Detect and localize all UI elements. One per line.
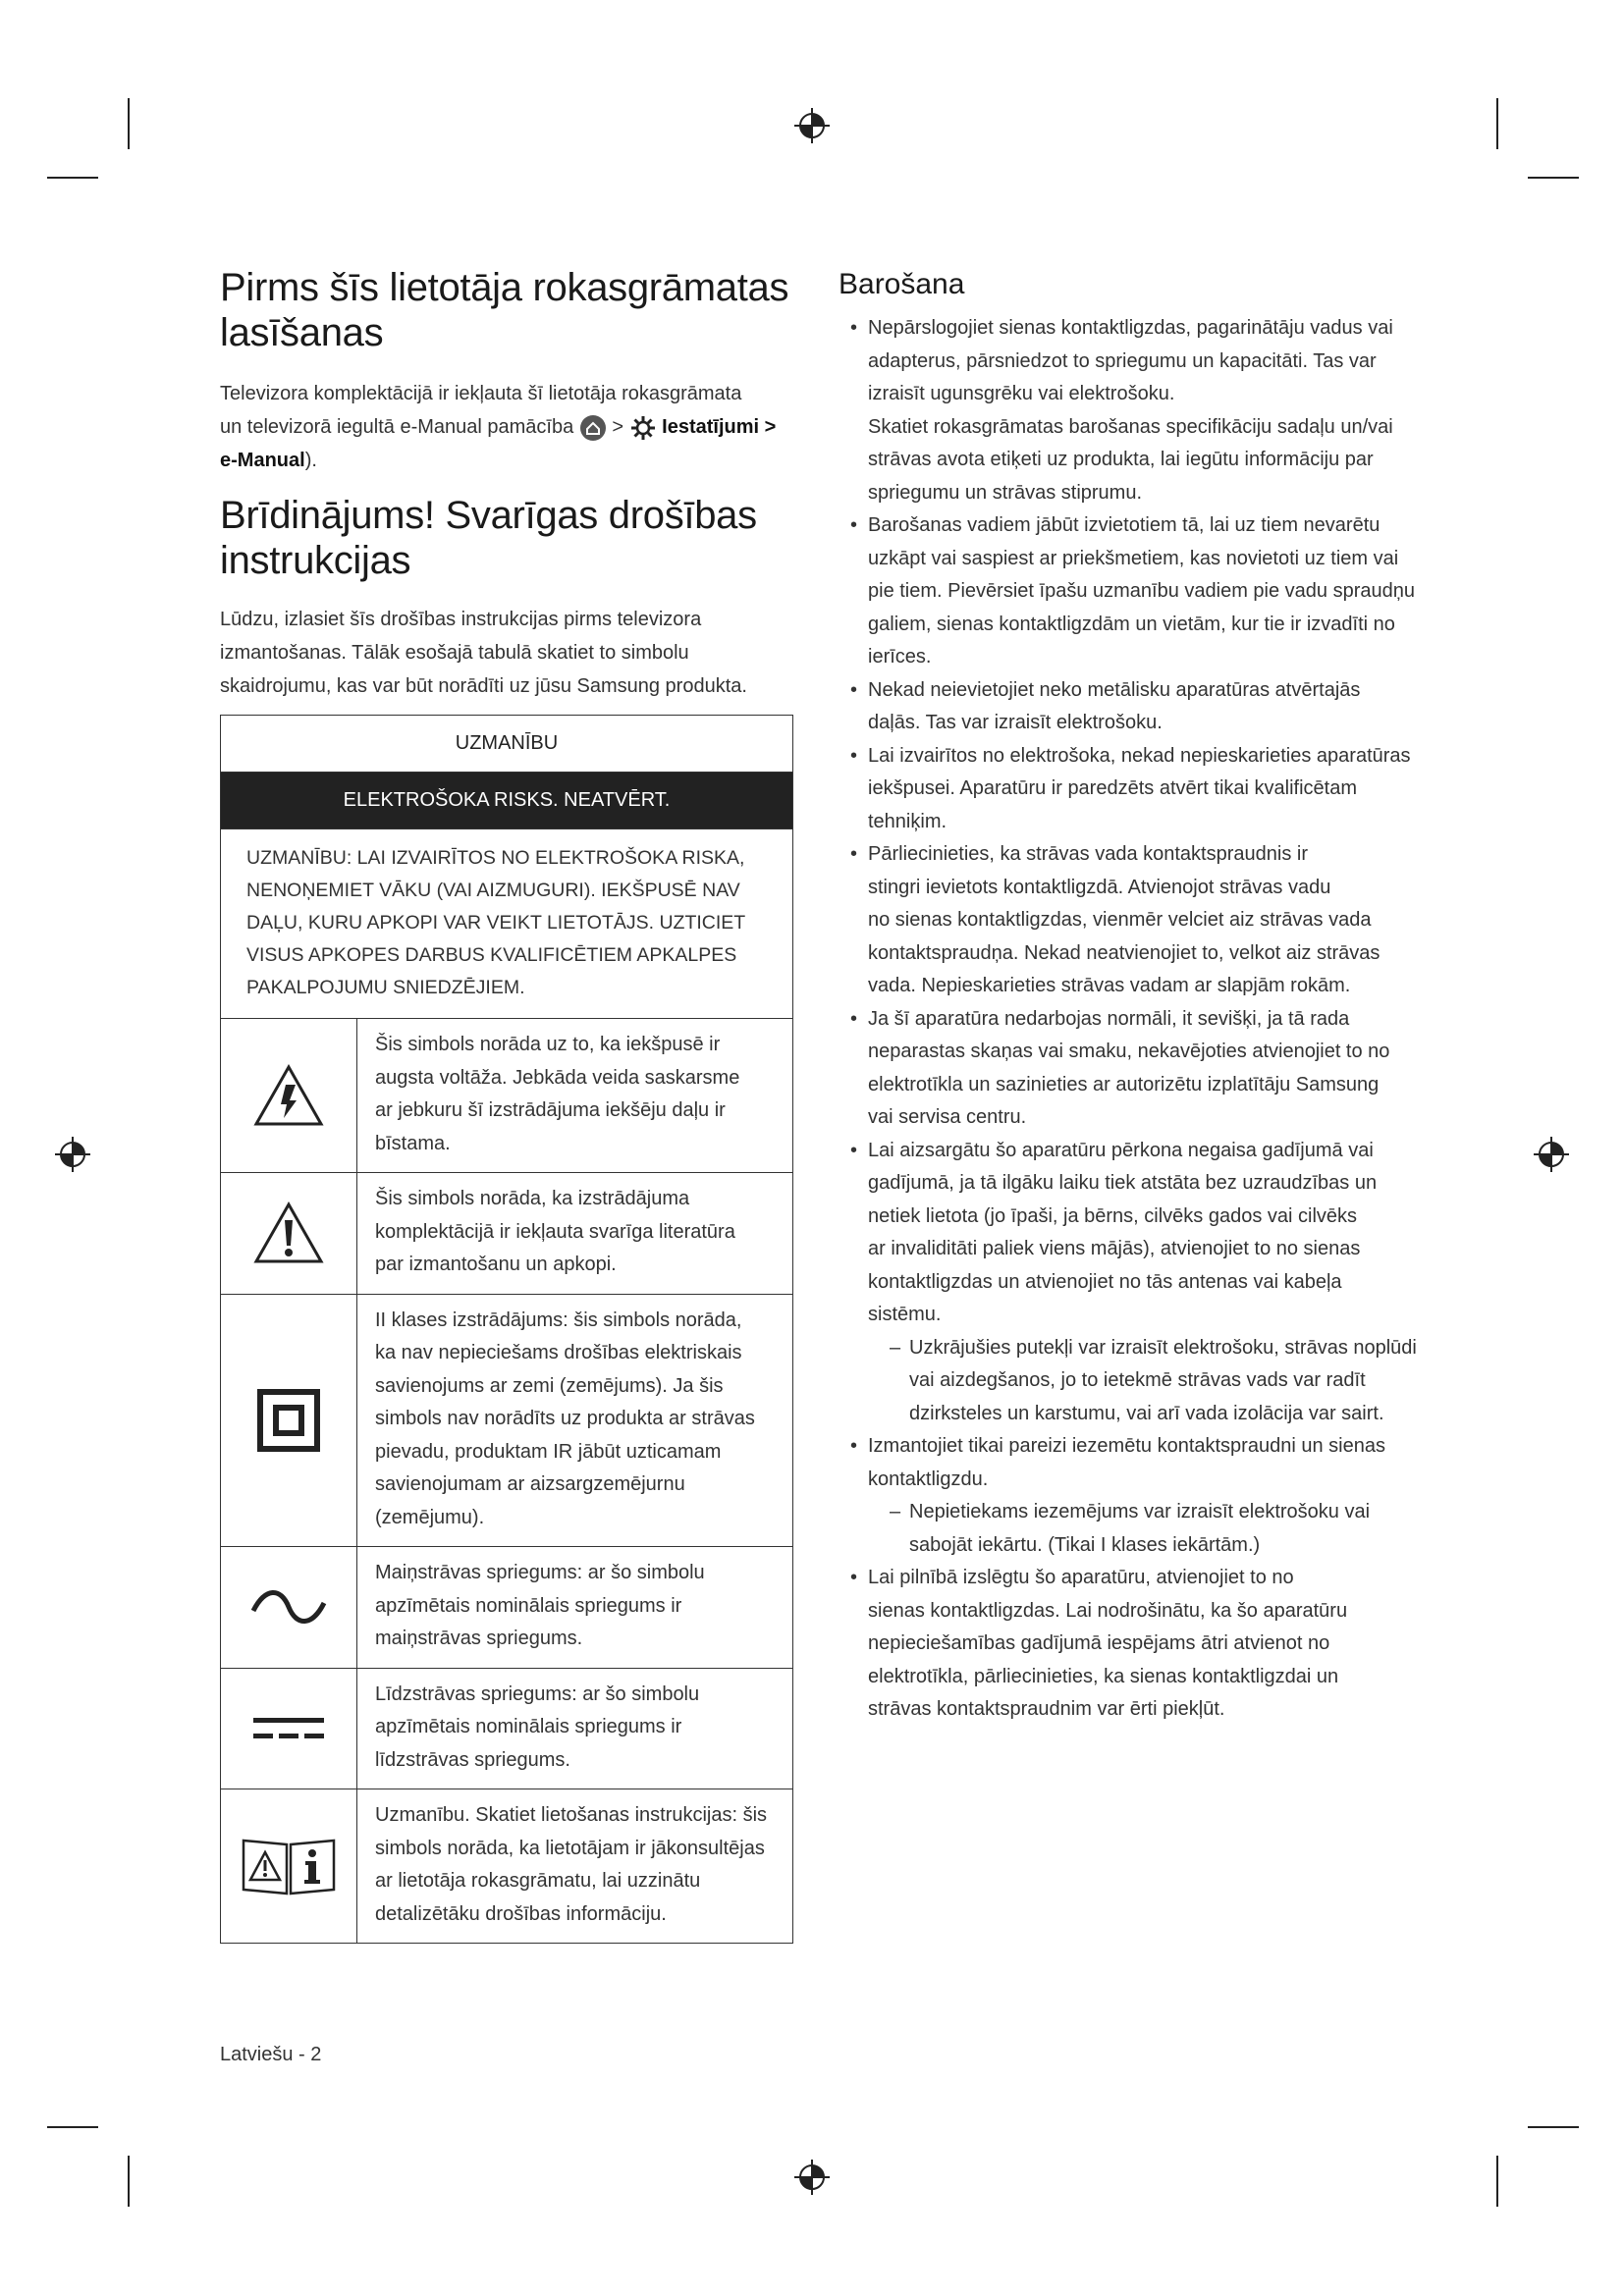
ac-voltage-icon: [249, 1587, 328, 1627]
list-item-text: nepieciešamības gadījumā iespējams ātri atvienot no: [868, 1632, 1330, 1654]
list-item-text: vada. Nepieskarieties strāvas vadam ar slapjām rokām.: [868, 975, 1351, 996]
power-bullet-list: [839, 312, 1428, 1727]
list-item-text: Nepietiekams iezemējums var izraisīt elektrošoku vai: [909, 1501, 1371, 1522]
intro-paragraph: Televizora komplektācijā ir iekļauta šī lietotāja rokasgrāmata un televizorā iegultā e-Manual pamācība > Iestatījumi > e-Manual).: [220, 383, 777, 471]
sub-item: – Uzkrājušies putekļi var izraisīt elektrošoku, strāvas noplūdi vai aizdegšanos, jo to ietekmē strāvas vads var radīt dzirksteles un karstumu, vai arī vada izolācija var sairt.: [890, 1336, 1417, 1424]
list-item: • Nepārslogojiet sienas kontaktligzdas, pagarinātāju vadus vai adapterus, pārsniedzot to spriegumu un kapacitāti. Tas var izraisīt ugunsgrēku vai elektrošoku. Skatiet rokasgrāmatas barošanas specifikāciju sadaļu un/vai strāvas avota etiķeti uz produkta, lai iegūtu informāciju par spriegumu un strāvas stiprumu.: [850, 317, 1393, 504]
list-item-text: ierīces.: [868, 646, 932, 667]
registration-mark-icon: [53, 1135, 92, 1174]
list-item-text: tehniķim.: [868, 810, 947, 832]
page-number: Latviešu - 2: [220, 2044, 322, 2065]
sub-item: – Nepietiekams iezemējums var izraisīt elektrošoku vai sabojāt iekārtu. (Tikai I klases iekārtām.): [890, 1501, 1371, 1556]
registration-mark-icon: [792, 2158, 832, 2197]
list-item-text: Pārliecinieties, ka strāvas vada kontaktspraudnis ir: [868, 843, 1308, 865]
list-item-text: izraisīt ugunsgrēku vai elektrošoku.: [868, 383, 1175, 404]
list-item-text: Izmantojiet tikai pareizi iezemētu kontaktspraudni un sienas: [868, 1435, 1385, 1457]
list-item-text: Lai aizsargātu šo aparatūru pērkona negaisa gadījumā vai: [868, 1139, 1374, 1161]
symbol-row: [221, 1789, 792, 1943]
registration-mark-icon: [1532, 1135, 1571, 1174]
crop-mark-top-right: [1496, 98, 1498, 149]
list-item-text: elektrotīkla, pārliecinieties, ka sienas kontaktligzdai un: [868, 1665, 1339, 1687]
manual-caution-icon: [241, 1835, 337, 1897]
list-item: • Nekad neievietojiet neko metālisku aparatūras atvērtajās daļās. Tas var izraisīt elektrošoku.: [850, 678, 1361, 733]
list-item-text: kontaktligzdas un atvienojiet no tās antenas vai kabeļa: [868, 1270, 1342, 1293]
gear-icon: [629, 414, 657, 442]
list-item-text: kontaktspraudņa. Nekad neatvienojiet to, velkot aiz strāvas: [868, 941, 1380, 964]
list-item-text: iekšpusei. Aparatūru ir paredzēts atvērt tikai kvalificētam: [868, 777, 1357, 799]
list-item-text: galiem, sienas kontaktligzdām un vietām, kur tie ir izvadīti no: [868, 613, 1395, 635]
list-item-text: Nepārslogojiet sienas kontaktligzdas, pagarinātāju vadus vai: [868, 317, 1393, 339]
crop-mark-top-right-h: [1528, 177, 1579, 179]
list-item-text: ar invaliditāti paliek viens mājās), atvienojiet to no sienas: [868, 1238, 1361, 1259]
shock-header: ELEKTROŠOKA RISKS. NEATVĒRT.: [221, 772, 792, 828]
section-title: Barošana: [839, 268, 965, 300]
list-item-text: kontaktligzdu.: [868, 1468, 989, 1490]
symbol-description: II klases izstrādājums: šis simbols norāda, ka nav nepieciešams drošības elektriskais savienojums ar zemi (zemējums). Ja šis simbols nav norādīts uz produkta ar strāvas pievadu, produktam IR jābūt uzticamam savienojumam ar aizsargzemējurnu (zemējumu).: [375, 1308, 755, 1528]
crop-mark-top-left-h: [47, 177, 98, 179]
symbol-row: [221, 1018, 792, 1172]
list-item-text: vai servisa centru.: [868, 1106, 1027, 1128]
list-item-text: strāvas avota etiķeti uz produkta, lai iegūtu informāciju par: [868, 449, 1374, 470]
safety-symbols-table: [220, 715, 793, 1944]
caution-warning-text: UZMANĪBU: LAI IZVAIRĪTOS NO ELEKTROŠOKA RISKA, NENOŅEMIET VĀKU (VAI AIZMUGURI). IEKŠPUSĒ NAV DAĻU, KURU APKOPI VAR VEIKT LIETOTĀJS. UZTICIET VISUS APKOPES DARBUS KVALIFICĒTIEM APKALPES PAKALPOJUMU SNIEDZĒJIEM.: [221, 828, 792, 1018]
list-item-text: pie tiem. Pievērsiet īpašu uzmanību vadiem pie vadu spraudņu: [868, 580, 1415, 602]
symbol-row: [221, 1172, 792, 1294]
list-item-text: no sienas kontaktligzdas, vienmēr velciet aiz strāvas vada: [868, 909, 1372, 931]
exclamation-triangle-icon: [253, 1201, 324, 1265]
symbol-row: [221, 1546, 792, 1668]
list-item-text: Skatiet rokasgrāmatas barošanas specifikāciju sadaļu un/vai: [868, 415, 1393, 438]
symbol-description: Šis simbols norāda, ka izstrādājuma komplektācijā ir iekļauta svarīga literatūra par izmantošanu un apkopi.: [375, 1188, 735, 1275]
list-item-text: stingri ievietots kontaktligzdā. Atvienojot strāvas vadu: [868, 876, 1331, 898]
list-item-text: sienas kontaktligzdas. Lai nodrošinātu, ka šo aparatūru: [868, 1599, 1348, 1622]
crop-mark-bottom-left-h: [47, 2126, 98, 2128]
list-item-text: netiek lietota (jo īpaši, ja bērns, cilvēks gados vai cilvēks: [868, 1204, 1358, 1227]
symbol-row: [221, 1668, 792, 1789]
class-ii-icon: [256, 1388, 321, 1453]
crop-mark-bottom-right-h: [1528, 2126, 1579, 2128]
symbol-description: Maiņstrāvas spriegums: ar šo simbolu apzīmētais nominālais spriegums ir maiņstrāvas spriegums.: [375, 1562, 705, 1649]
list-item-text: Lai pilnībā izslēgtu šo aparatūru, atvienojiet to no: [868, 1567, 1294, 1588]
list-item-text: daļās. Tas var izraisīt elektrošoku.: [868, 712, 1163, 733]
list-item: • Barošanas vadiem jābūt izvietotiem tā, lai uz tiem nevarētu uzkāpt vai saspiest ar priekšmetiem, kas novietoti uz tiem vai pie tiem. Pievērsiet īpašu uzmanību vadiem pie vadu spraudņu galiem, sienas kontaktligzdām un vietām, kur tie ir izvadīti no ierīces.: [850, 514, 1415, 667]
list-item-text: Lai izvairītos no elektrošoka, nekad nepieskarieties aparatūras: [868, 744, 1411, 767]
list-item-text: spriegumu un strāvas stiprumu.: [868, 481, 1143, 504]
list-item-text: adapterus, pārsniedzot to spriegumu un kapacitāti. Tas var: [868, 349, 1377, 372]
list-item-text: sistēmu.: [868, 1304, 942, 1325]
list-item-text: Nekad neievietojiet neko metālisku aparatūras atvērtajās: [868, 678, 1361, 701]
list-item-text: elektrotīkla un sazinieties ar autorizētu izplatītāju Samsung: [868, 1073, 1380, 1095]
symbol-description: Šis simbols norāda uz to, ka iekšpusē ir augsta voltāža. Jebkāda veida saskarsme ar jebkuru šī izstrādājuma iekšēju daļu ir bīstama.: [375, 1034, 740, 1154]
list-item-text: sabojāt iekārtu. (Tikai I klases iekārtām.): [909, 1533, 1261, 1556]
crop-mark-bottom-left: [128, 2156, 130, 2207]
crop-mark-top-left: [128, 98, 130, 149]
list-item: • Lai pilnībā izslēgtu šo aparatūru, atvienojiet to no sienas kontaktligzdas. Lai nodrošinātu, ka šo aparatūru nepieciešamības gadījumā iespējams ātri atvienot no elektrotīkla, pārliecinieties, ka sienas kontaktligzdai un strāvas kontaktspraudnim var ērti piekļūt.: [850, 1567, 1348, 1720]
section-power: [839, 267, 1428, 1727]
list-item: • Lai aizsargātu šo aparatūru pērkona negaisa gadījumā vai gadījumā, ja tā ilgāku laiku tiek atstāta bez uzraudzības un netiek lietota (jo īpaši, ja bērns, cilvēks gados vai cilvēks ar invaliditāti paliek viens mājās), atvienojiet to no sienas kontaktligzdas un atvienojiet no tās antenas vai kabeļa sistēmu. – Uzkrājušies putekļi var izraisīt elektrošoku, strāvas noplūdi vai aizdegšanos, jo to ietekmē strāvas vads var radīt dzirksteles un karstumu, vai arī vada izolācija var sairt.: [839, 1135, 1428, 1431]
list-item-text: uzkāpt vai saspiest ar priekšmetiem, kas novietoti uz tiem vai: [868, 547, 1399, 569]
list-item: • Ja šī aparatūra nedarbojas normāli, it sevišķi, ja tā rada neparastas skaņas vai smaku, nekavējoties atvienojiet to no elektrotīkla un sazinieties ar autorizētu izplatītāju Samsung vai servisa centru.: [850, 1007, 1390, 1128]
crop-mark-bottom-right: [1496, 2156, 1498, 2207]
section-title: Brīdinājums! Svarīgas drošības instrukcijas: [220, 494, 757, 582]
list-item-text: vai aizdegšanos, jo to ietekmē strāvas vads var radīt: [909, 1369, 1366, 1391]
high-voltage-icon: [253, 1063, 324, 1128]
intro-paragraph: Lūdzu, izlasiet šīs drošības instrukcijas pirms televizora izmantošanas. Tālāk esošajā tabulā skatiet to simbolu skaidrojumu, kas var būt norādīti uz jūsu Samsung produkta.: [220, 609, 747, 697]
list-item: • Pārliecinieties, ka strāvas vada kontaktspraudnis ir stingri ievietots kontaktligzdā. Atvienojot strāvas vadu no sienas kontaktligzdas, vienmēr velciet aiz strāvas vada kontaktspraudņa. Nekad neatvienojiet to, velkot aiz strāvas vada. Nepieskarieties strāvas vadam ar slapjām rokām.: [850, 843, 1380, 996]
section-title: Pirms šīs lietotāja rokasgrāmatas lasīšanas: [220, 266, 789, 354]
list-item-text: neparastas skaņas vai smaku, nekavējoties atvienojiet to no: [868, 1041, 1390, 1062]
list-item-text: dzirksteles un karstumu, vai arī vada izolācija var sairt.: [909, 1402, 1384, 1424]
symbol-row: [221, 1294, 792, 1547]
section-before-reading: [220, 265, 789, 477]
dc-voltage-icon: [249, 1714, 328, 1743]
list-item-text: Barošanas vadiem jābūt izvietotiem tā, lai uz tiem nevarētu: [868, 514, 1380, 536]
list-item: • Lai izvairītos no elektrošoka, nekad nepieskarieties aparatūras iekšpusei. Aparatūru ir paredzēts atvērt tikai kvalificētam tehniķim.: [850, 744, 1411, 832]
section-safety-instructions: [220, 493, 789, 703]
symbol-description: Līdzstrāvas spriegums: ar šo simbolu apzīmētais nominālais spriegums ir līdzstrāvas spriegums.: [375, 1682, 700, 1771]
list-item-text: Ja šī aparatūra nedarbojas normāli, it sevišķi, ja tā rada: [868, 1007, 1350, 1030]
list-item-text: strāvas kontaktspraudnim var ērti piekļūt.: [868, 1698, 1225, 1720]
list-item-text: Uzkrājušies putekļi var izraisīt elektrošoku, strāvas noplūdi: [909, 1336, 1417, 1359]
home-icon: [579, 414, 607, 442]
symbol-description: Uzmanību. Skatiet lietošanas instrukcijas: šis simbols norāda, ka lietotājam ir jākonsultējas ar lietotāja rokasgrāmatu, lai uzzinātu detalizētāku drošības informāciju.: [375, 1804, 768, 1925]
list-item: • Izmantojiet tikai pareizi iezemētu kontaktspraudni un sienas kontaktligzdu. – Nepietiekams iezemējums var izraisīt elektrošoku vai sabojāt iekārtu. (Tikai I klases iekārtām.): [839, 1430, 1428, 1562]
caution-header: UZMANĪBU: [455, 732, 559, 754]
list-item-text: gadījumā, ja tā ilgāku laiku tiek atstāta bez uzraudzības un: [868, 1172, 1378, 1194]
registration-mark-icon: [792, 106, 832, 145]
